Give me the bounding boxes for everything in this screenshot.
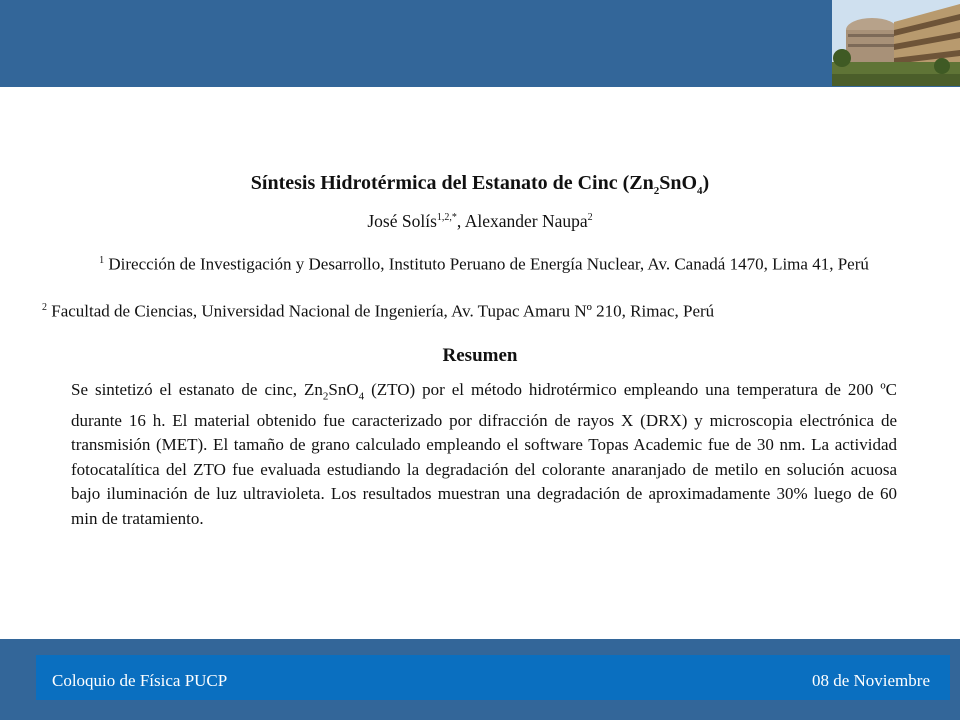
title-text-mid: SnO	[659, 172, 698, 194]
header-band	[0, 0, 960, 87]
title-subscript-2: 4	[697, 185, 703, 197]
affiliation-1	[44, 250, 924, 276]
abstract-subscript-2: 4	[358, 390, 365, 403]
footer-bar	[36, 655, 950, 700]
abstract-part-3: (ZTO) por el método hidrotérmico empleando una temperatura de 200 ºC durante 16 h. El material obtenido fue caracterizado por difracción de rayos X (DRX) y microscopia electrónica de transmisión (MET). El tamaño de grano calculado empleando el software Topas Academic fue de 30 nm. La actividad fotocatalítica del ZTO fue evaluada estudiando la degradación del colorante anaranjado de metilo en solución acuosa bajo iluminación de luz ultravioleta. Los resultados muestran una degradación de aproximadamente 30% luego de 60 min de tratamiento.	[71, 380, 897, 528]
affiliation-2	[42, 297, 932, 323]
building-photo	[832, 0, 960, 86]
footer-event-name: Coloquio de Física PUCP	[52, 671, 228, 690]
affiliation-2-text: Facultad de Ciencias, Universidad Nacional de Ingeniería, Av. Tupac Amaru Nº 210, Rimac, Perú	[51, 301, 715, 321]
author-2-affiliation-marks: 2	[587, 212, 593, 224]
affiliation-2-number: 2	[42, 302, 47, 313]
author-1-affiliation-marks: 1,2,*	[436, 212, 457, 224]
paper-excerpt	[0, 160, 960, 528]
abstract-subscript-1: 2	[322, 390, 329, 403]
abstract-part-1: Se sintetizó el estanato de cinc, Zn	[71, 380, 323, 399]
footer-date: 08 de Noviembre	[811, 671, 930, 690]
paper-authors	[0, 211, 960, 232]
abstract-part-2: SnO	[328, 380, 359, 399]
author-2: , Alexander Naupa	[456, 211, 588, 231]
author-1: José Solís	[367, 211, 437, 231]
paper-title	[0, 172, 960, 197]
abstract-text	[71, 378, 897, 531]
title-subscript-1: 2	[653, 185, 660, 197]
title-text: Síntesis Hidrotérmica del Estanato de Cinc (Zn	[250, 172, 654, 194]
affiliation-1-text: Dirección de Investigación y Desarrollo, Instituto Peruano de Energía Nuclear, Av. Canadá 1470, Lima 41, Perú	[108, 254, 869, 274]
affiliation-1-number: 1	[99, 255, 105, 266]
title-text-end: )	[702, 172, 710, 194]
building-photo-drawing	[832, 0, 960, 86]
resumen-heading: Resumen	[442, 345, 518, 366]
